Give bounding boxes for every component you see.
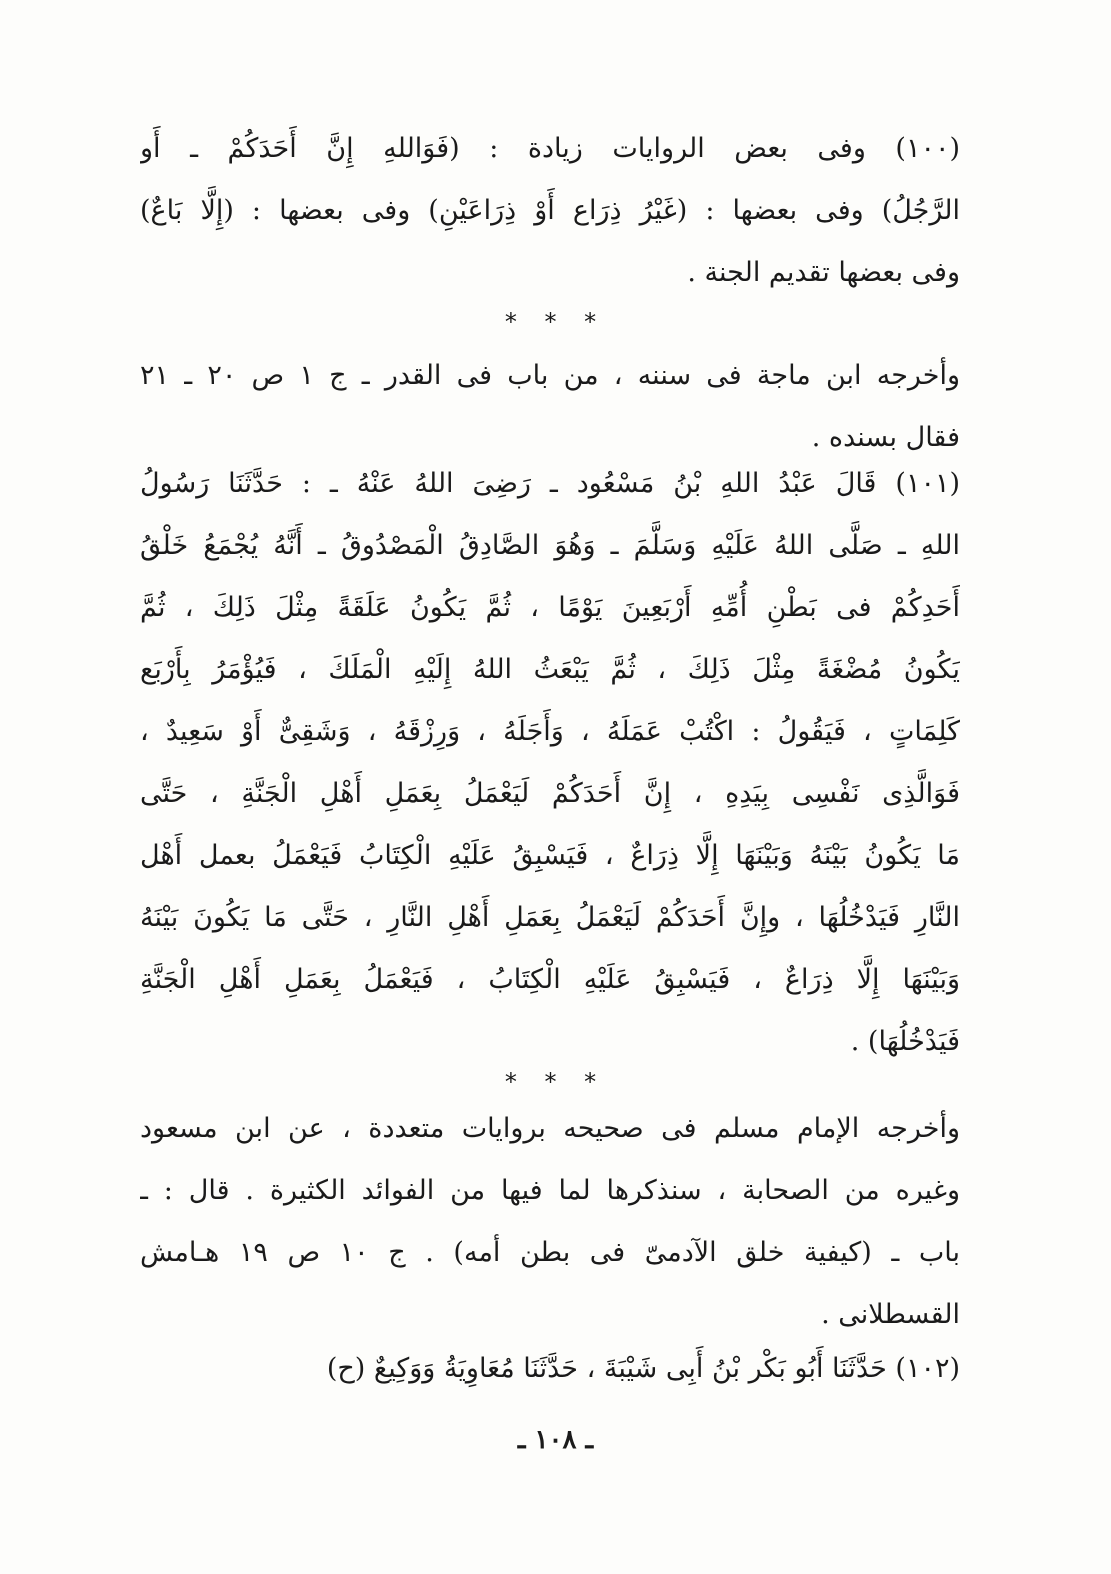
section-separator: * * * [504,1068,607,1096]
text-line: (١٠٢) حَدَّثَنَا أَبُو بَكْر بْنُ أَبِى شَيْبَةَ ، حَدَّثَنَا مُعَاوِيَةُ وَوَكِيعٌ (ح) [326,1353,960,1384]
text-line: وأخرجه الإمام مسلم فى صحيحه بروايات متعددة ، عن ابن مسعود [140,1113,960,1144]
text-line: النَّارِ فَيَدْخُلُهَا ، وإِنَّ أَحَدَكُمْ لَيَعْمَلُ بِعَمَلِ أَهْلِ النَّارِ ، حَتَّى مَا يَكُونَ بَيْنَهُ [140,902,960,933]
paragraph-102 [140,1338,960,1400]
text-line: مَا يَكُونُ بَيْنَهُ وَبَيْنَهَا إِلَّا ذِرَاعٌ ، فَيَسْبِقُ عَلَيْهِ الْكِتَابُ فَيَعْمَلُ بعمل أَهْل [140,840,960,871]
text-line: يَكُونُ مُضْغَةً مِثْلَ ذَلِكَ ، ثُمَّ يَبْعَثُ اللهُ إِلَيْهِ الْمَلَكَ ، فَيُؤْمَرُ بِأَرْبَع [140,654,960,685]
text-line: أَحَدِكُمْ فى بَطْنِ أُمِّهِ أَرْبَعِينَ يَوْمًا ، ثُمَّ يَكُونُ عَلَقَةً مِثْلَ ذَلِكَ ، ثُمَّ [140,592,960,623]
text-line: فَيَدْخُلُهَا) . [850,1026,960,1057]
text-line: فَوَالَّذِى نَفْسِى بِيَدِهِ ، إِنَّ أَحَدَكُمْ لَيَعْمَلُ بِعَمَلِ أَهْلِ الْجَنَّةِ ، حَتَّى [140,778,960,809]
text-line: فقال بسنده . [811,422,960,453]
paragraph-101 [140,453,960,1073]
text-line: (١٠٠) وفى بعض الروايات زيادة : (فَوَاللهِ إِنَّ أَحَدَكُمْ ـ أَو [140,133,960,164]
paragraph-100 [140,118,960,304]
section-separator: * * * [504,308,607,336]
text-line: وغيره من الصحابة ، سنذكرها لما فيها من الفوائد الكثيرة . قال : ـ [140,1175,960,1206]
page-number: ـ ١٠٨ ـ [517,1425,594,1455]
text-line: الرَّجُلُ) وفى بعضها : (غَيْرُ ذِرَاع أَوْ ذِرَاعَيْنِ) وفى بعضها : (إِلَّا بَاعٌ) [140,195,960,226]
text-line: كَلِمَاتٍ ، فَيَقُولُ : اكْتُبْ عَمَلَهُ ، وَأَجَلَهُ ، وَرِزْقَهُ ، وَشَقِىٌّ أَوْ سَعِيدٌ ، [140,716,960,747]
text-line: وَبَيْنَهَا إِلَّا ذِرَاعٌ ، فَيَسْبِقُ عَلَيْهِ الْكِتَابُ ، فَيَعْمَلُ بِعَمَلِ أَهْلِ الْجَنَّةِ [140,964,960,995]
text-line: وأخرجه ابن ماجة فى سننه ، من باب فى القدر ـ ج ١ ص ٢٠ ـ ٢١ [140,360,960,391]
text-line: باب ـ (كيفية خلق الآدمىّ فى بطن أمه) . ج ١٠ ص ١٩ هـامش [140,1237,960,1268]
ibn-majah-paragraph [140,345,960,469]
text-line: اللهِ ـ صَلَّى اللهُ عَلَيْهِ وَسَلَّمَ ـ وَهُوَ الصَّادِقُ الْمَصْدُوقُ ـ أَنَّهُ يُجْمَعُ خَلْقُ [140,530,960,561]
muslim-paragraph [140,1098,960,1346]
text-line: (١٠١) قَالَ عَبْدُ اللهِ بْنُ مَسْعُود ـ رَضِىَ اللهُ عَنْهُ ـ : حَدَّثَنَا رَسُولُ [140,468,960,499]
text-line: القسطلانى . [821,1299,960,1330]
text-line: وفى بعضها تقديم الجنة . [687,257,960,288]
